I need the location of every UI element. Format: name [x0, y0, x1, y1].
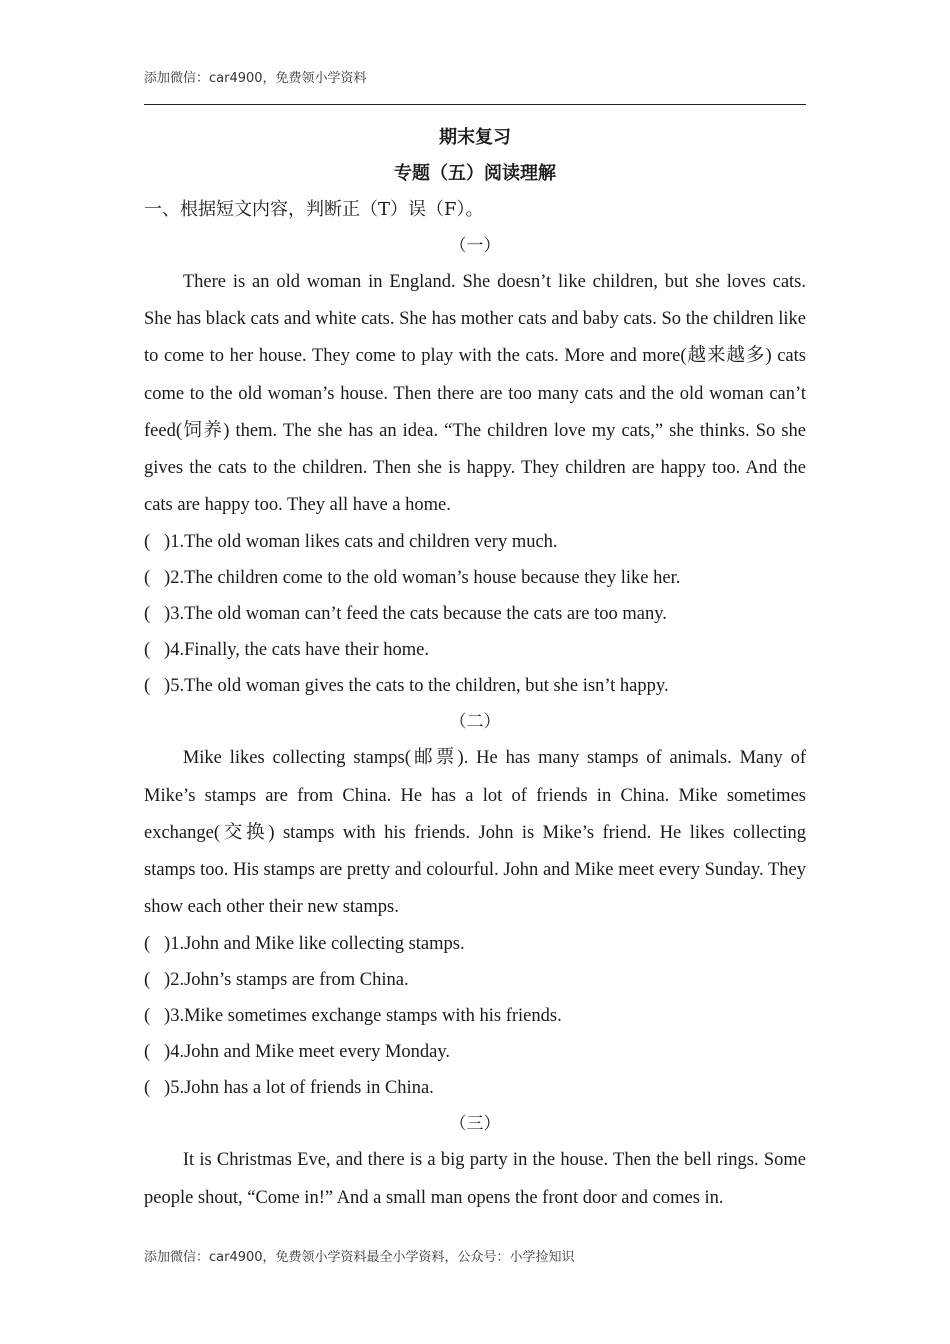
header-divider — [144, 104, 806, 105]
section-2-question-3: ( )3.Mike sometimes exchange stamps with his friends. — [144, 1006, 562, 1027]
section-1-question-5: ( )5.The old woman gives the cats to the children, but she isn’t happy. — [144, 676, 669, 697]
section-2-question-5: ( )5.John has a lot of friends in China. — [144, 1078, 434, 1099]
document-body — [144, 120, 806, 1217]
section-1-question-4: ( )4.Finally, the cats have their home. — [144, 640, 429, 661]
footer-note: 添加微信：car4900，免费领小学资料最全小学资料，公众号：小学捡知识 — [144, 1250, 575, 1265]
page-subtitle: 专题（五）阅读理解 — [394, 163, 556, 184]
page-title: 期末复习 — [439, 127, 511, 148]
section-1-question-2: ( )2.The children come to the old woman’s house because they like her. — [144, 568, 681, 589]
section-2-passage: Mike likes collecting stamps(邮票). He has many stamps of animals. Many of Mike’s stamps are from China. He has a lot of friends in China. Mike sometimes exchange(交换) stamps with his friends. John is Mike’s friend. He likes collecting stamps too. His stamps are pretty and colourful. John and Mike meet every Sunday. They show each other their new stamps. — [144, 748, 806, 918]
exercise-instruction: 一、根据短文内容，判断正（T）误（F）。 — [144, 199, 484, 220]
section-2-question-1: ( )1.John and Mike like collecting stamps. — [144, 934, 465, 955]
section-1-heading: （一） — [449, 236, 501, 256]
section-2-question-2: ( )2.John’s stamps are from China. — [144, 970, 409, 991]
section-2-heading: （二） — [449, 712, 501, 733]
section-3-heading: （三） — [449, 1114, 501, 1135]
section-1-question-1: ( )1.The old woman likes cats and children very much. — [144, 532, 558, 553]
section-1-passage: There is an old woman in England. She doesn’t like children, but she loves cats. She has black cats and white cats. She has mother cats and baby cats. So the children like to come to her house. They come to play with the cats. More and more(越来越多) cats come to the old woman’s house. Then there are too many cats and the old woman can’t feed(饲养) them. The she has an idea. “The children love my cats,” she thinks. So she gives the cats to the children. Then she is happy. They children are happy too. And the cats are happy too. They all have a home. — [144, 272, 806, 516]
section-2-question-4: ( )4.John and Mike meet every Monday. — [144, 1042, 451, 1063]
section-1-question-3: ( )3.The old woman can’t feed the cats because the cats are too many. — [144, 604, 667, 625]
section-3-passage: It is Christmas Eve, and there is a big party in the house. Then the bell rings. Some people shout, “Come in!” And a small man opens the front door and comes in. — [144, 1150, 806, 1208]
header-note: 添加微信：car4900，免费领小学资料 — [144, 71, 367, 86]
